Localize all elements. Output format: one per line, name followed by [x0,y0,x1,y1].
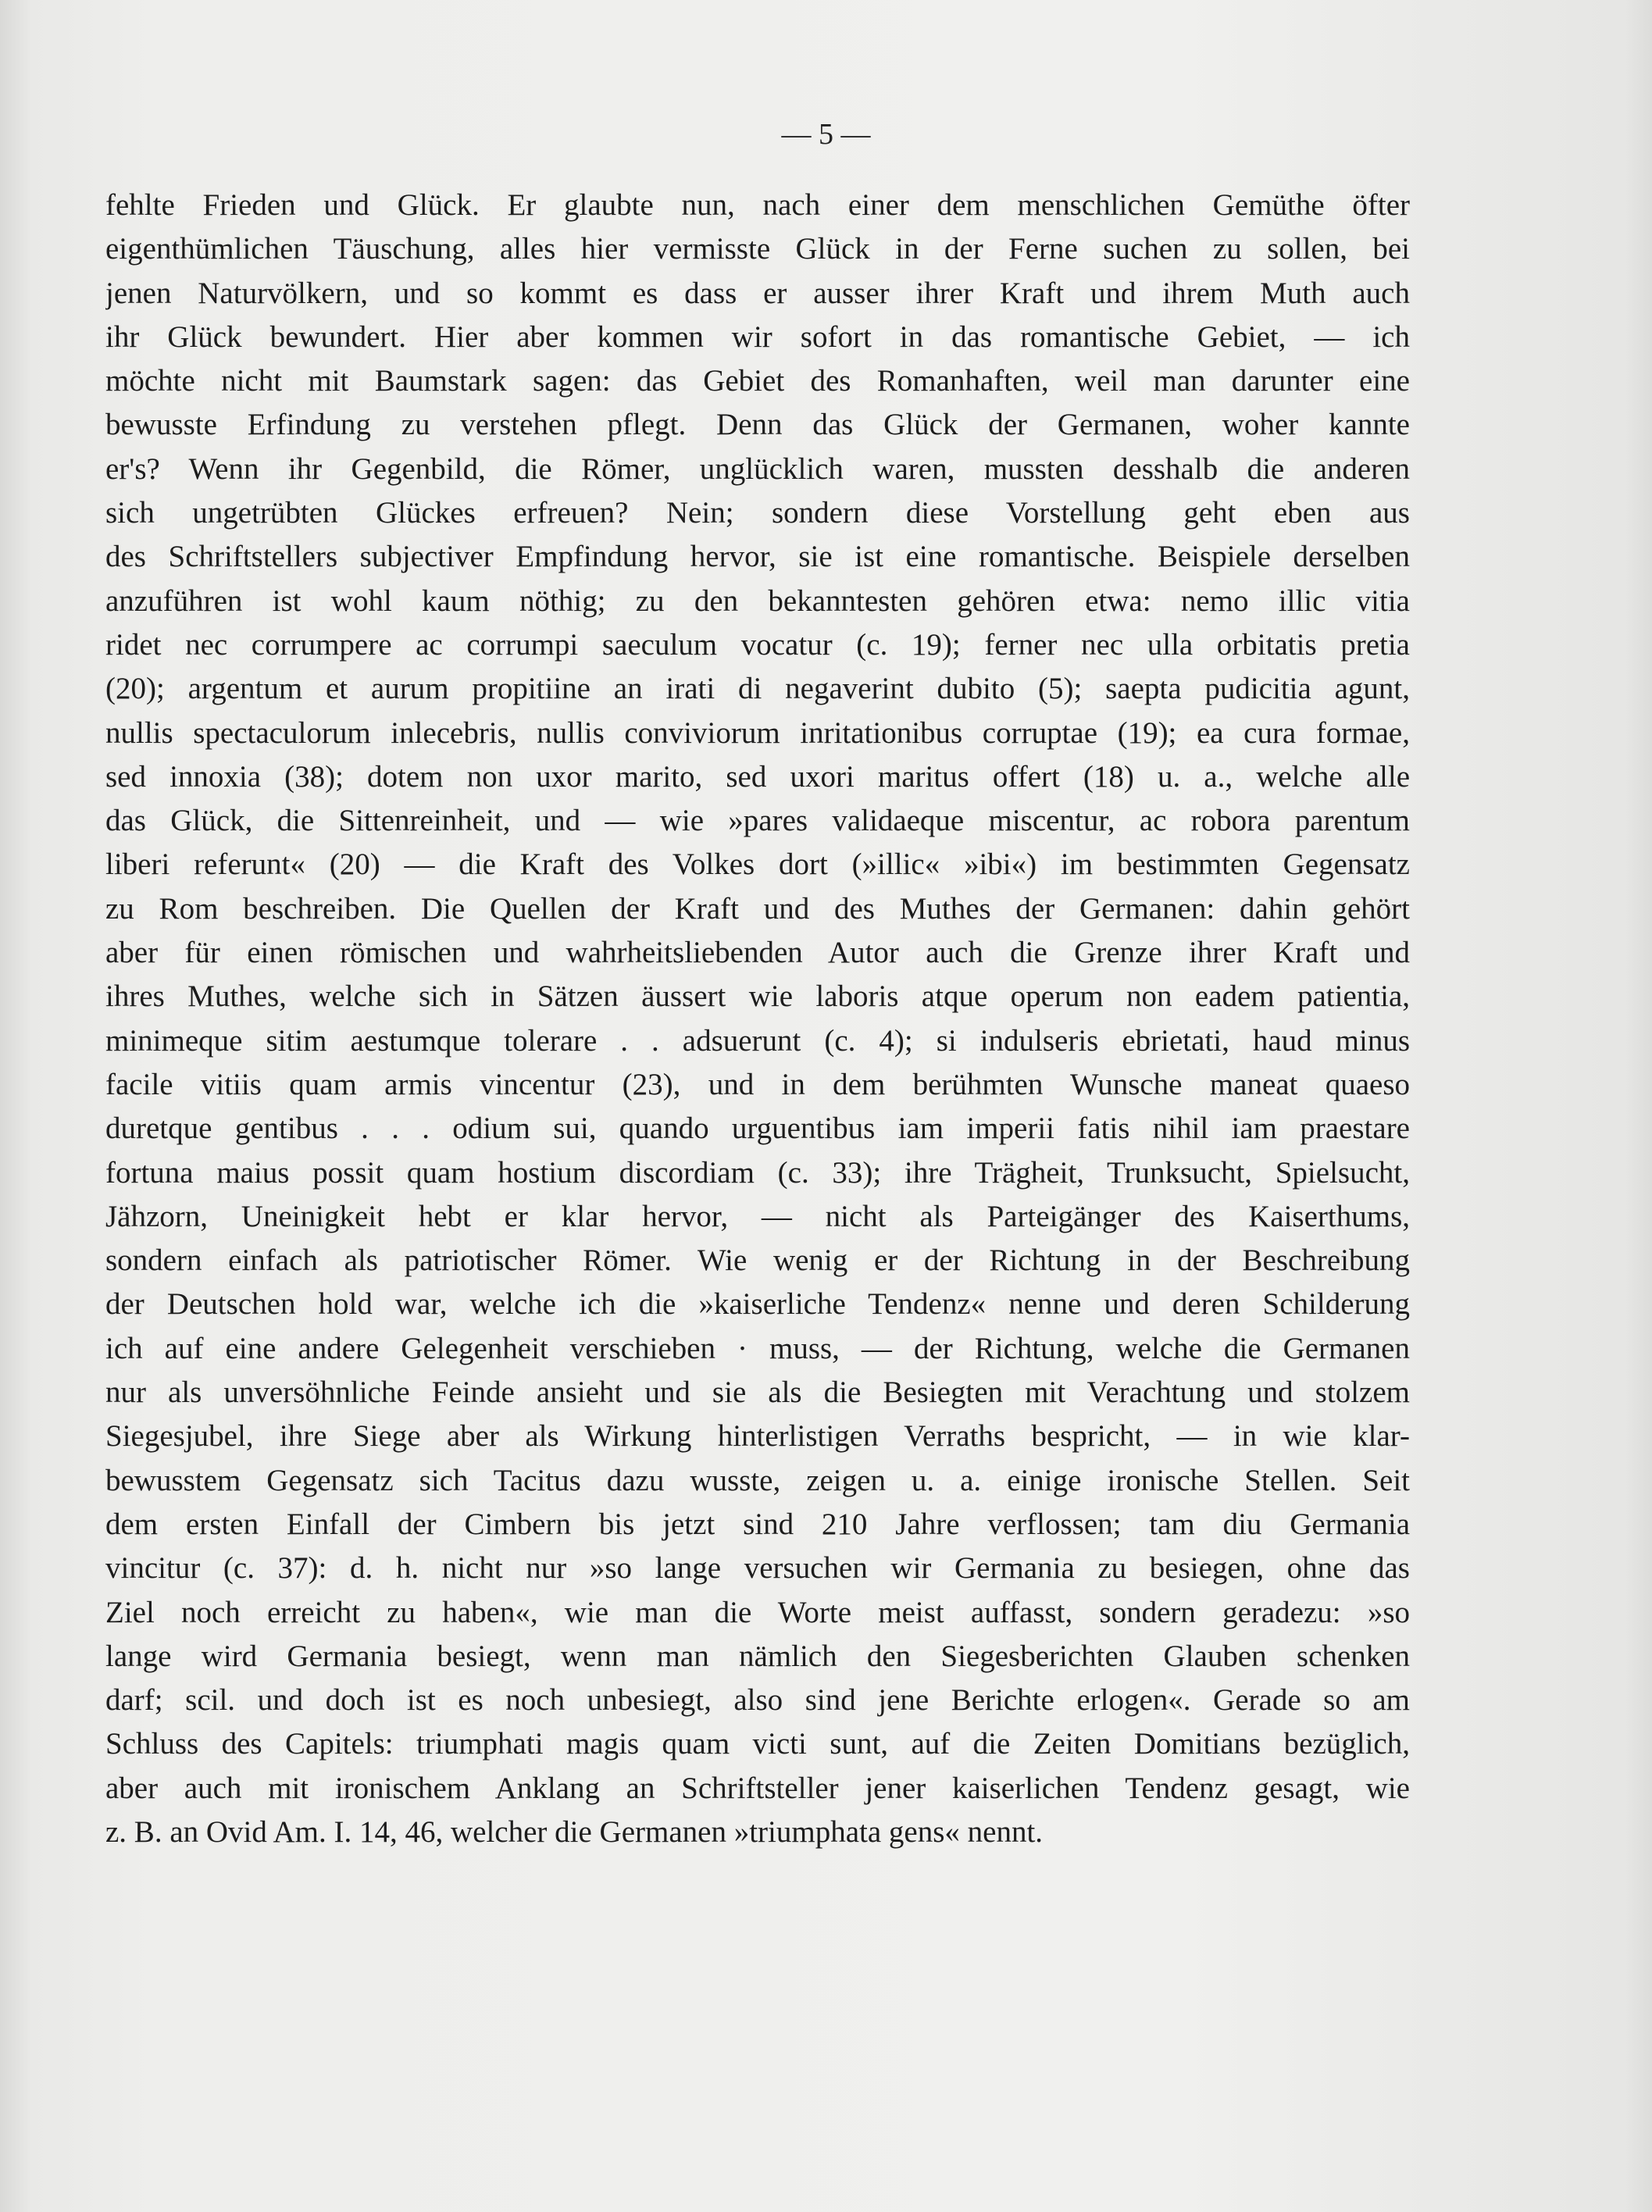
text-line: ihres Muthes, welche sich in Sätzen äussert wie laboris atque operum non eadem patientia, [105,979,1410,1014]
page-number: — 5 — [781,118,871,151]
text-line: vincitur (c. 37): d. h. nicht nur »so lange versuchen wir Germania zu besiegen, ohne das [105,1551,1410,1586]
text-line: dem ersten Einfall der Cimbern bis jetzt sind 210 Jahre verflossen; tam diu Germania [105,1507,1410,1541]
text-line: (20); argentum et aurum propitiine an irati di negaverint dubito (5); saepta pudicitia agunt, [105,672,1410,706]
text-line: anzuführen ist wohl kaum nöthig; zu den bekanntesten gehören etwa: nemo illic vitia [105,583,1410,618]
text-line: der Deutschen hold war, welche ich die »kaiserliche Tendenz« nenne und deren Schilderung [105,1287,1410,1322]
text-line: bewusste Erfindung zu verstehen pflegt. Denn das Glück der Germanen, woher kannte [105,408,1410,442]
text-line: duretque gentibus . . . odium sui, quando urguentibus iam imperii fatis nihil iam praestare [105,1111,1410,1146]
text-line: ich auf eine andere Gelegenheit verschieben · muss, — der Richtung, welche die Germanen [105,1331,1410,1365]
text-line: bewusstem Gegensatz sich Tacitus dazu wusste, zeigen u. a. einige ironische Stellen. Seit [105,1463,1410,1497]
text-line: sich ungetrübten Glückes erfreuen? Nein; sondern diese Vorstellung geht eben aus [105,496,1410,530]
text-line: Jähzorn, Uneinigkeit hebt er klar hervor, — nicht als Parteigänger des Kaiserthums, [105,1199,1410,1233]
text-line: lange wird Germania besiegt, wenn man nämlich den Siegesberichten Glauben schenken [105,1639,1410,1673]
text-line: Schluss des Capitels: triumphati magis quam victi sunt, auf die Zeiten Domitians bezüglich, [105,1727,1410,1761]
text-line: jenen Naturvölkern, und so kommt es dass er ausser ihrer Kraft und ihrem Muth auch [105,276,1410,310]
text-line: eigenthümlichen Täuschung, alles hier vermisste Glück in der Ferne suchen zu sollen, bei [105,232,1410,266]
text-line: darf; scil. und doch ist es noch unbesiegt, also sind jene Berichte erlogen«. Gerade so am [105,1683,1410,1718]
text-line: möchte nicht mit Baumstark sagen: das Gebiet des Romanhaften, weil man darunter eine [105,364,1410,398]
text-line: ihr Glück bewundert. Hier aber kommen wir sofort in das romantische Gebiet, — ich [105,319,1410,354]
text-line: sondern einfach als patriotischer Römer. Wie wenig er der Richtung in der Beschreibung [105,1243,1410,1278]
text-line: nur als unversöhnliche Feinde ansieht und sie als die Besiegten mit Verachtung und stolzem [105,1375,1410,1410]
text-line: zu Rom beschreiben. Die Quellen der Kraft und des Muthes der Germanen: dahin gehört [105,891,1410,926]
text-line: minimeque sitim aestumque tolerare . . adsuerunt (c. 4); si indulseris ebrietati, haud minus [105,1023,1410,1058]
text-line: z. B. an Ovid Am. I. 14, 46, welcher die Germanen »triumphata gens« nennt. [105,1814,1044,1849]
text-line: Siegesjubel, ihre Siege aber als Wirkung hinterlistigen Verraths bespricht, — in wie klar- [105,1419,1410,1454]
text-line: des Schriftstellers subjectiver Empfindung hervor, sie ist eine romantische. Beispiele derselben [105,540,1410,574]
text-line: Ziel noch erreicht zu haben«, wie man die Worte meist auffasst, sondern geradezu: »so [105,1595,1410,1629]
text-line: das Glück, die Sittenreinheit, und — wie »pares validaeque miscentur, ac robora parentum [105,804,1410,838]
text-line: ridet nec corrumpere ac corrumpi saeculum vocatur (c. 19); ferner nec ulla orbitatis pretia [105,627,1410,662]
text-line: nullis spectaculorum inlecebris, nullis conviviorum inritationibus corruptae (19); ea cura formae, [105,715,1410,750]
text-line: facile vitiis quam armis vincentur (23), und in dem berühmten Wunsche maneat quaeso [105,1067,1410,1101]
body-text [105,184,1410,1854]
text-line: er's? Wenn ihr Gegenbild, die Römer, unglücklich waren, mussten desshalb die anderen [105,451,1410,486]
text-line: fortuna maius possit quam hostium discordiam (c. 33); ihre Trägheit, Trunksucht, Spielsucht, [105,1155,1410,1190]
text-line: liberi referunt« (20) — die Kraft des Volkes dort (»illic« »ibi«) im bestimmten Gegensatz [105,847,1410,882]
text-line: aber auch mit ironischem Anklang an Schriftsteller jener kaiserlichen Tendenz gesagt, wie [105,1771,1410,1805]
text-line: fehlte Frieden und Glück. Er glaubte nun, nach einer dem menschlichen Gemüthe öfter [105,188,1410,222]
text-line: aber für einen römischen und wahrheitsliebenden Autor auch die Grenze ihrer Kraft und [105,936,1410,970]
text-line: sed innoxia (38); dotem non uxor marito, sed uxori maritus offert (18) u. a., welche alle [105,759,1410,794]
